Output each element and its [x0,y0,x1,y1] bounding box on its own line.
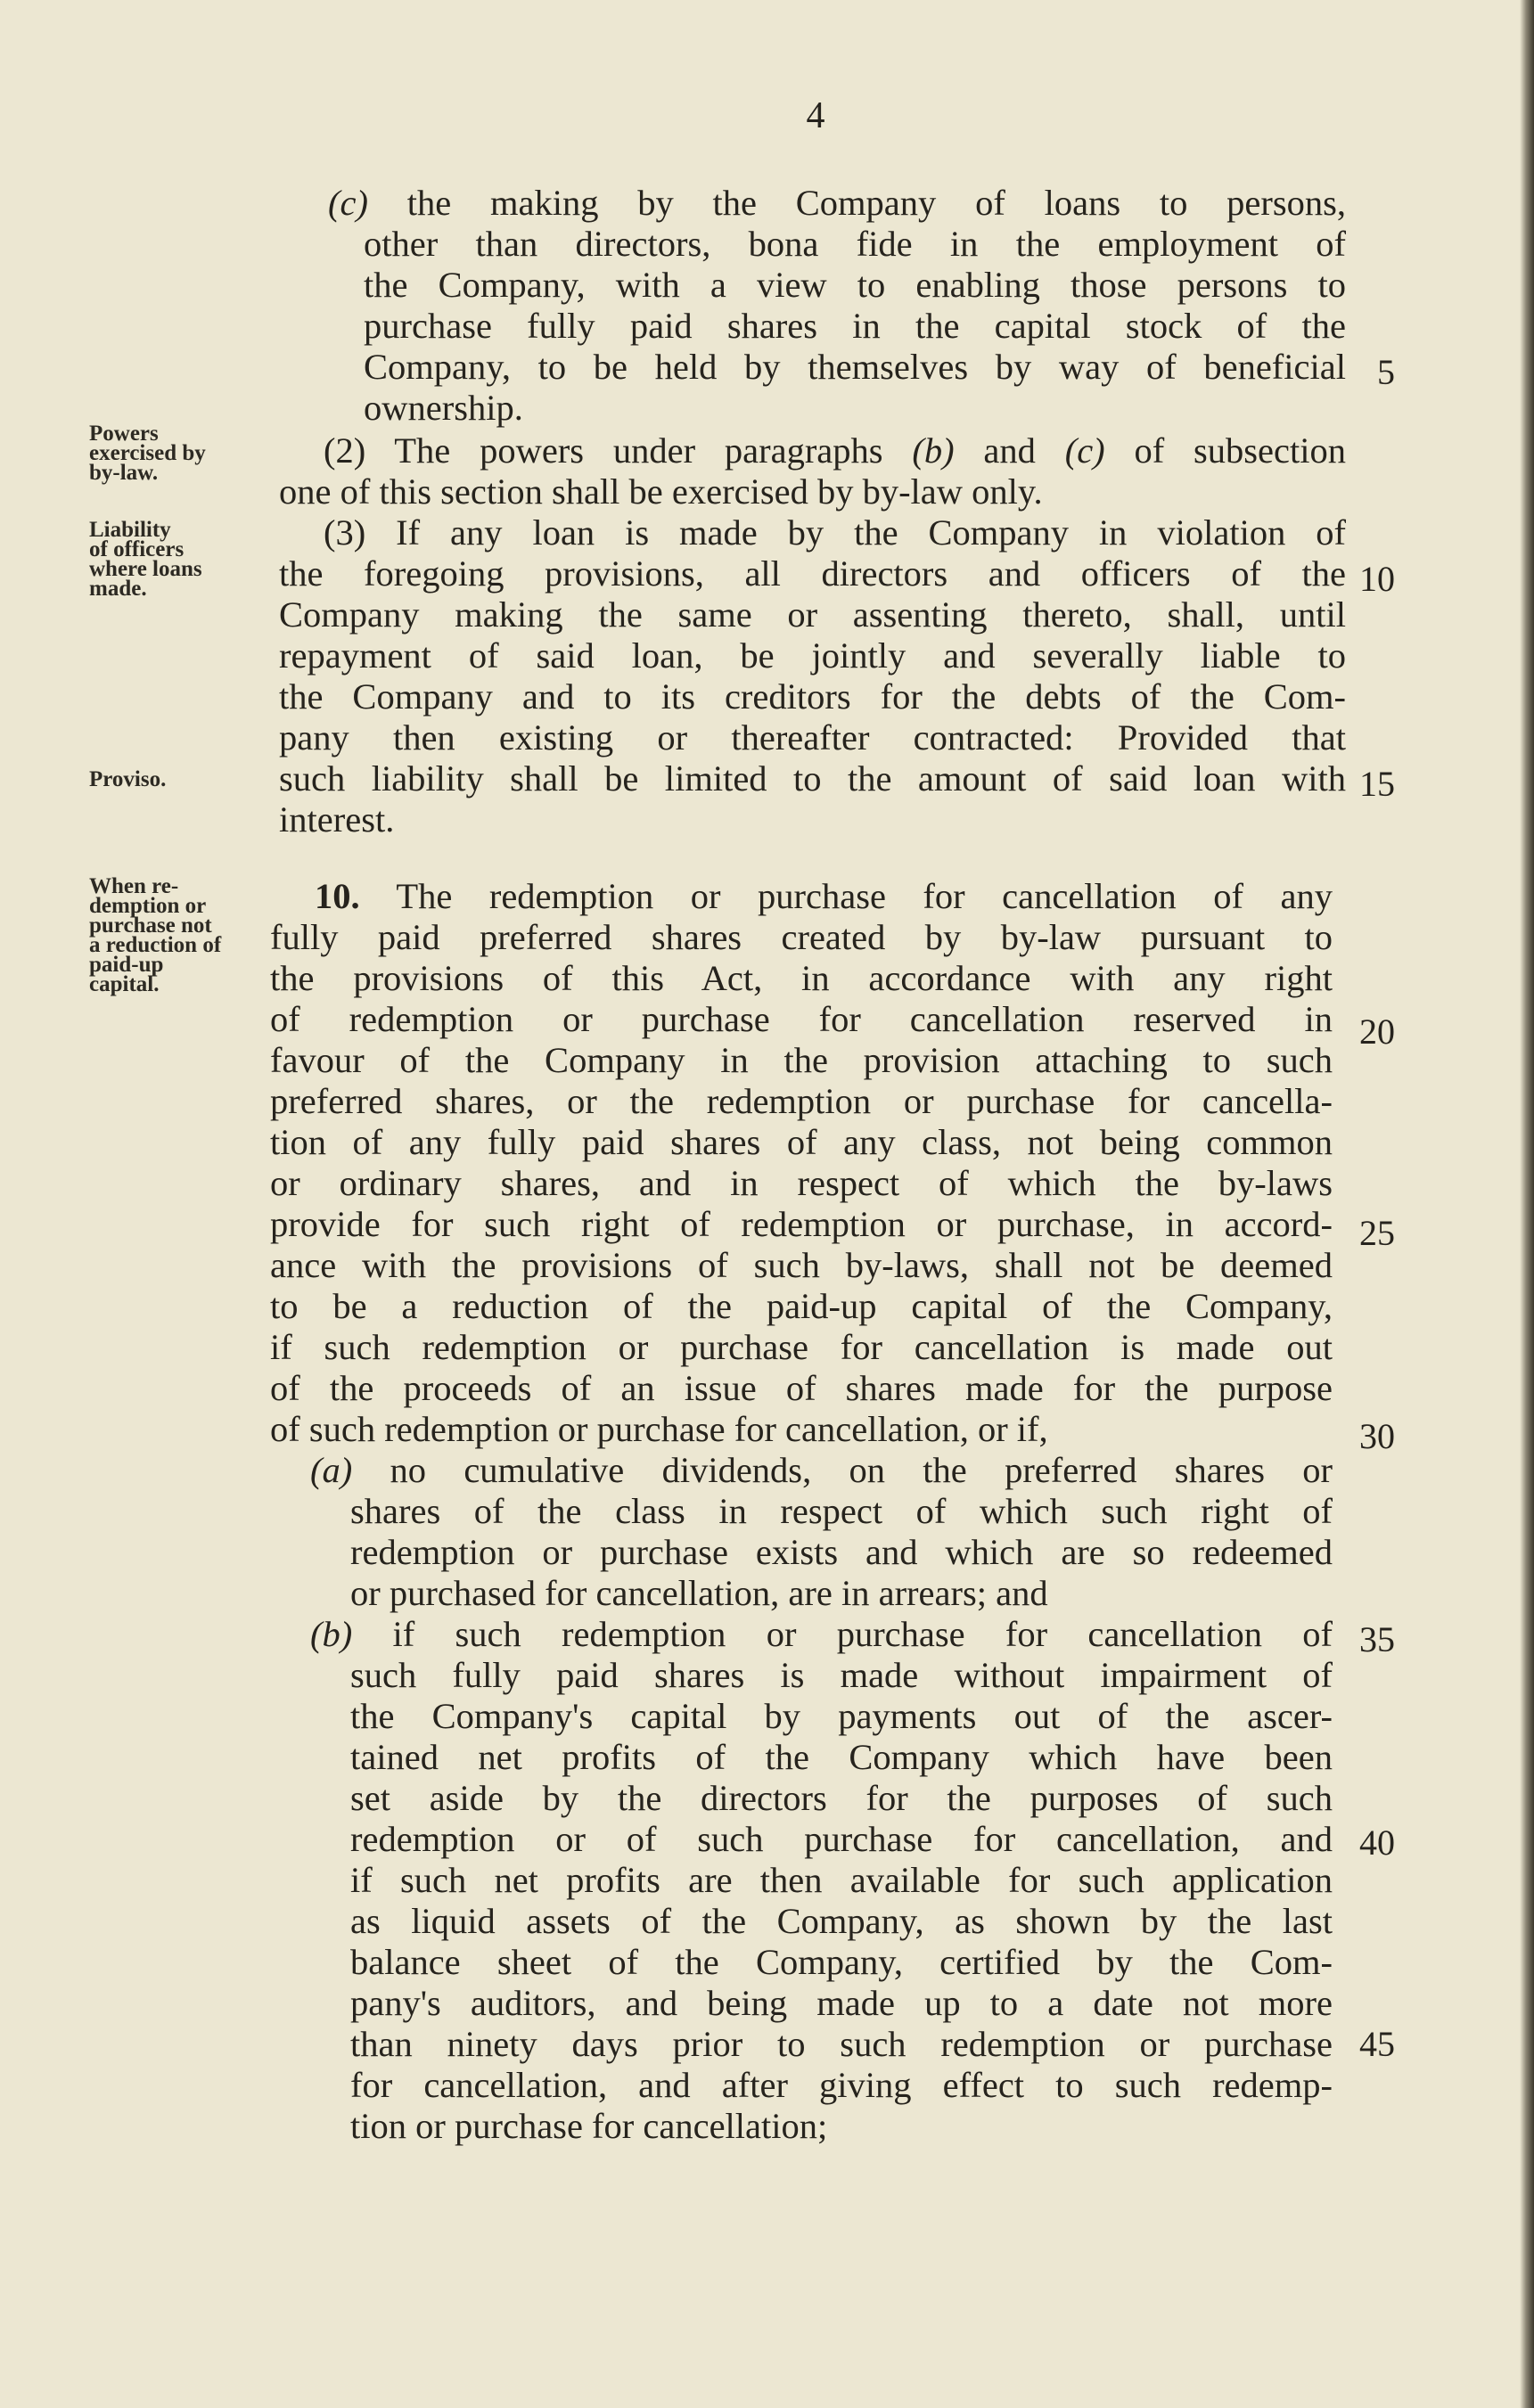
body-line: such fully paid shares is made without impairment of [350,1655,1333,1695]
line-number: 30 [1359,1416,1395,1456]
body-line: tion of any fully paid shares of any class, not being common [270,1122,1333,1162]
body-line: of redemption or purchase for cancellation reserved in [270,999,1333,1039]
body-line: favour of the Company in the provision attaching to such [270,1040,1333,1080]
body-line: balance sheet of the Company, certified by the Com- [350,1942,1333,1982]
body-line: redemption or of such purchase for cancellation, and [350,1819,1333,1859]
body-line: or purchased for cancellation, are in arrears; and [350,1573,1048,1613]
line-number: 35 [1359,1619,1395,1659]
body-line: as liquid assets of the Company, as shown by the last [350,1901,1333,1941]
body-line: (2) The powers under paragraphs (b) and (c) of subsection [324,430,1346,471]
section-10-first-line: 10. The redemption or purchase for cancellation of any [315,876,1333,916]
body-line: than ninety days prior to such redemption or purchase [350,2024,1333,2064]
body-line: if such redemption or purchase for cancellation is made out [270,1327,1333,1367]
page-edge [1520,0,1534,2408]
body-line: the provisions of this Act, in accordance with any right [270,958,1333,998]
line-number: 45 [1359,2024,1395,2064]
body-line: provide for such right of redemption or purchase, in accord- [270,1204,1333,1244]
body-line: ownership. [364,388,523,428]
body-line: redemption or purchase exists and which are so redeemed [350,1532,1333,1572]
line-number: 40 [1359,1822,1395,1863]
body-line: the Company's capital by payments out of the ascer- [350,1696,1333,1736]
line-number: 15 [1359,764,1395,804]
body-line: the foregoing provisions, all directors and officers of the [279,553,1346,594]
body-line: if such net profits are then available for such application [350,1860,1333,1900]
body-line: tained net profits of the Company which have been [350,1737,1333,1777]
line-number: 20 [1359,1012,1395,1052]
body-line: interest. [279,799,395,840]
body-line: other than directors, bona fide in the employment of [364,224,1346,264]
body-line: for cancellation, and after giving effect to such redemp- [350,2065,1333,2105]
body-line: Company, to be held by themselves by way of beneficial [364,347,1346,387]
body-line: (3) If any loan is made by the Company in violation of [324,512,1346,553]
body-line: set aside by the directors for the purposes of such [350,1778,1333,1818]
line-number: 10 [1359,559,1395,599]
body-line: of the proceeds of an issue of shares made for the purpose [270,1368,1333,1408]
body-line: shares of the class in respect of which such right of [350,1491,1333,1531]
marginal-note-powers: Powers exercised by by-law. [89,422,206,485]
clause-a-line: (a) no cumulative dividends, on the preferred shares or [310,1450,1333,1490]
body-line: pany's auditors, and being made up to a date not more [350,1983,1333,2023]
body-line: to be a reduction of the paid-up capital of the Company, [270,1286,1333,1326]
body-line: or ordinary shares, and in respect of which the by-laws [270,1163,1333,1203]
page-number: 4 [806,95,825,136]
body-line: one of this section shall be exercised by by-law only. [279,471,1043,512]
body-line: the Company, with a view to enabling those persons to [364,265,1346,305]
body-line: the Company and to its creditors for the debts of the Com- [279,676,1346,717]
line-number: 5 [1377,352,1395,392]
body-line: of such redemption or purchase for cancellation, or if, [270,1409,1048,1449]
line-number: 25 [1359,1213,1395,1253]
marginal-note-redemption: When re- demption or purchase not a reduction of paid-up capital. [89,874,222,996]
body-line: purchase fully paid shares in the capital stock of the [364,306,1346,346]
body-line: repayment of said loan, be jointly and severally liable to [279,635,1346,676]
body-line: preferred shares, or the redemption or purchase for cancella- [270,1081,1333,1121]
marginal-note-liability: Liability of officers where loans made. [89,518,202,601]
body-line: ance with the provisions of such by-laws, shall not be deemed [270,1245,1333,1285]
body-line: pany then existing or thereafter contracted: Provided that [279,717,1346,758]
marginal-note-proviso: Proviso. [89,767,167,791]
clause-b-line: (b) if such redemption or purchase for cancellation of [310,1614,1333,1654]
body-line: fully paid preferred shares created by by-law pursuant to [270,917,1333,957]
body-line: tion or purchase for cancellation; [350,2106,828,2146]
body-line: Company making the same or assenting thereto, shall, until [279,594,1346,635]
body-line: (c) the making by the Company of loans to persons, [328,183,1346,223]
body-line: such liability shall be limited to the amount of said loan with [279,758,1346,799]
